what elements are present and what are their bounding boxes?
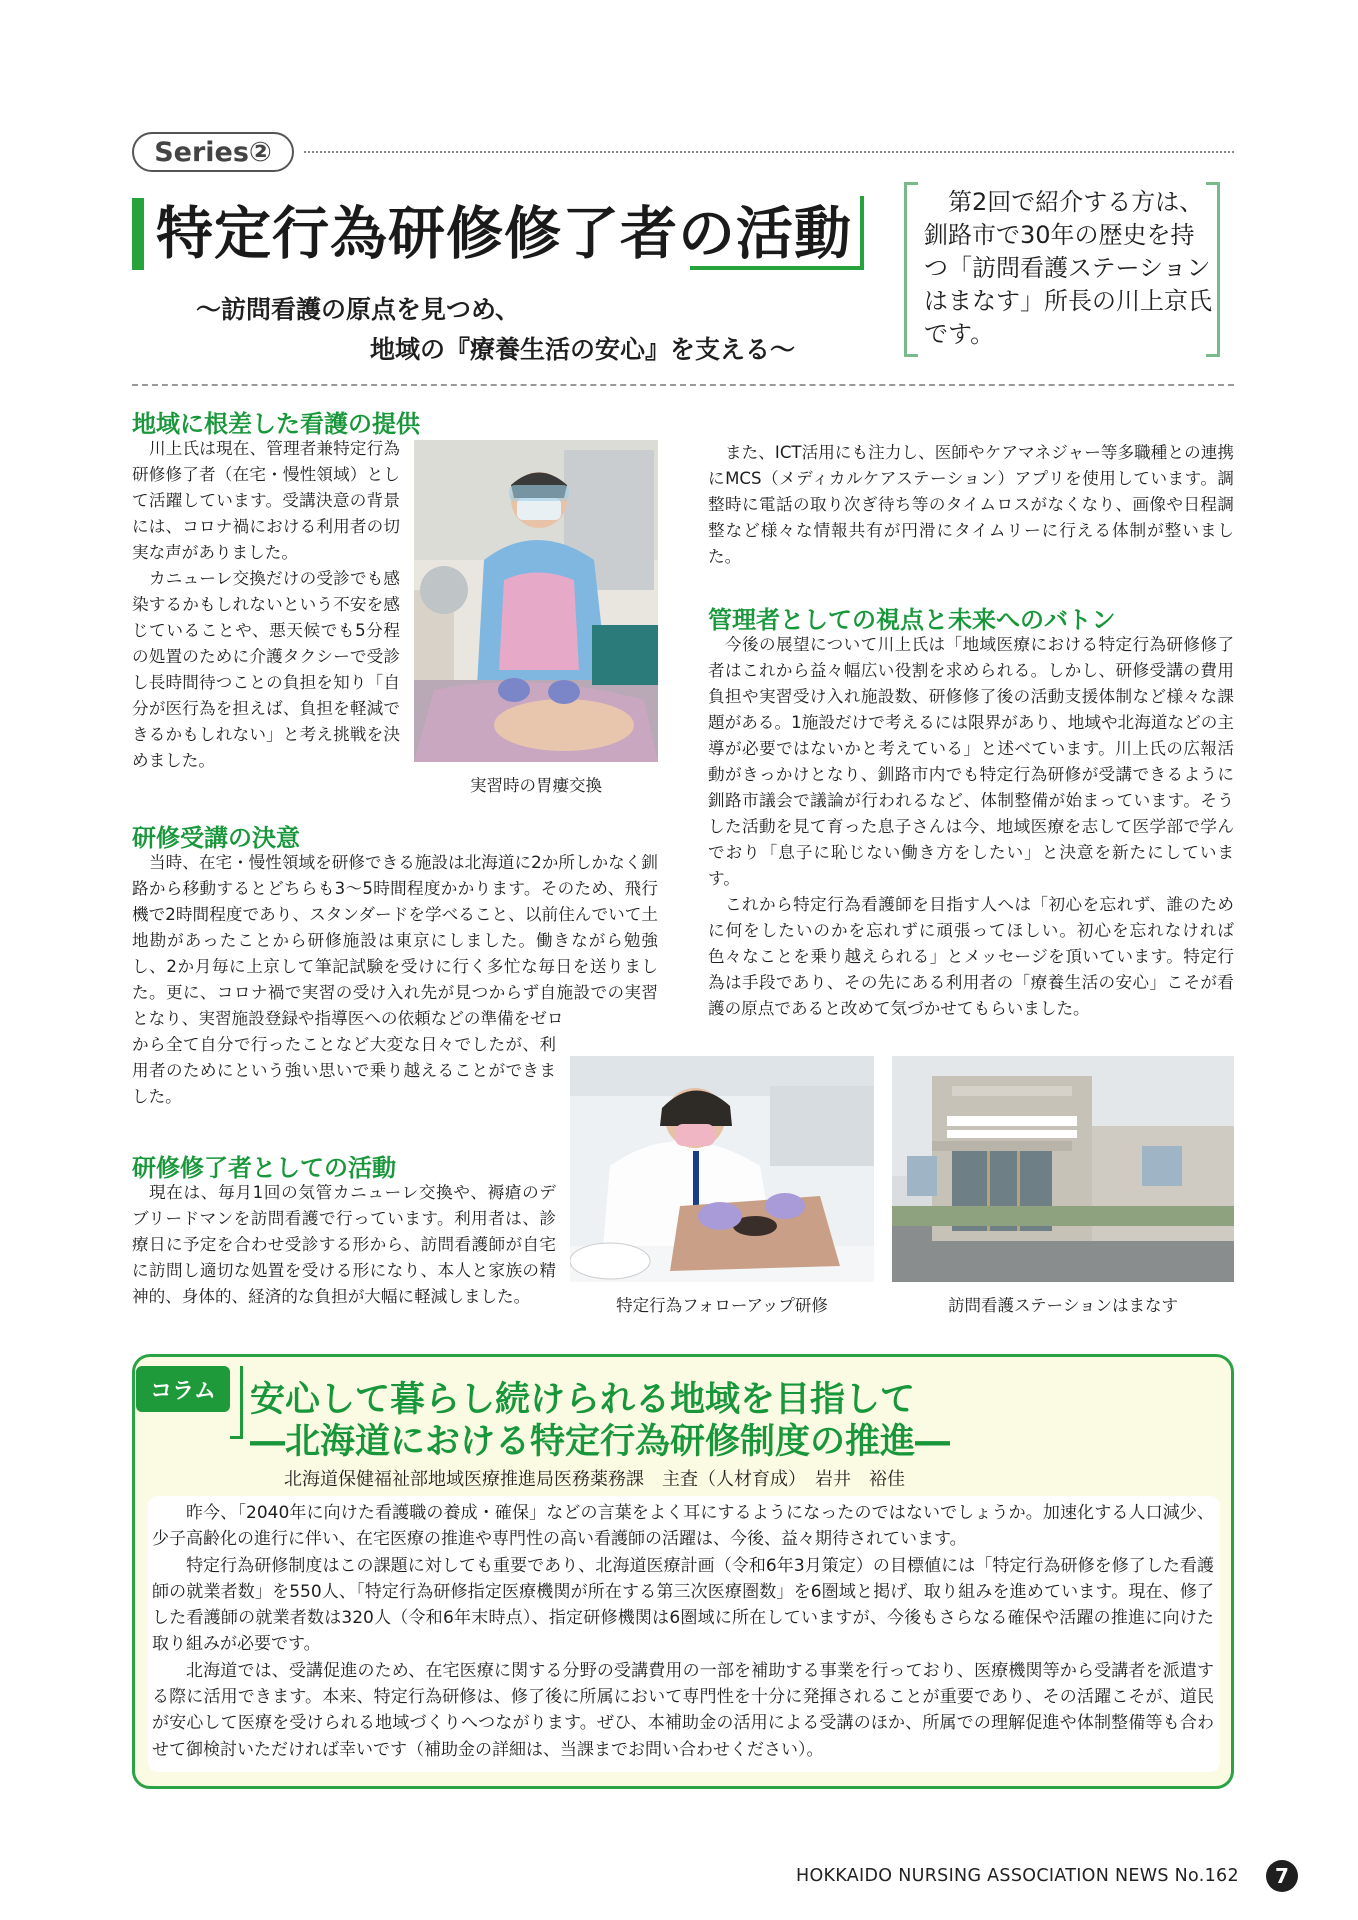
section-text-activity: 現在は、毎月1回の気管カニューレ交換や、褥瘡のデブリードマンを訪問看護で行っています。利用者は、診療日に予定を合わせ受診する形から、訪問看護師が自宅に訪問し適切な処置を受ける形になり、本人と家族の精神的、身体的、経済的な負担が大幅に軽減しました。 bbox=[132, 1183, 556, 1306]
page-title: 特定行為研修修了者の活動 bbox=[156, 201, 852, 267]
photo-gastrostomy-training bbox=[414, 440, 658, 762]
page-number: 7 bbox=[1266, 1860, 1298, 1892]
photo-station-building bbox=[892, 1056, 1234, 1282]
column-text: 昨今、「2040年に向けた看護職の養成・確保」などの言葉をよく耳にするようになったのではないでしょうか。加速化する人口減少、少子高齢化の進行に伴い、在宅医療の推進や専門性の高い看護師の活躍は、今後、益々期待されています。 特定行為研修制度はこの課題に対しても重要であり、北海道医療計画（令和6年3月策定）の目標値には「特定行為研修を修了した看護師の就業者数」を550人、「特定行為研修指定医療機関が所在する第三次医療圏数」を6圏域と掲げ、取り組みを進めています。現在、修了した看護師の就業者数は320人（令和6年末時点）、指定研修機関は6圏域に所在していますが、今後もさらなる確保や活躍の推進に向けた取り組みが必要です。 北海道では、受講促進のため、在宅医療に関する分野の受講費用の一部を補助する事業を行っており、医療機関等から受講者を派遣する際に活用できます。本来、特定行為研修は、修了後に所属において専門性を十分に発揮されることが重要であり、その活躍こそが、道民が安心して医療を受けられる地域づくりへつながります。ぜひ、本補助金の活用による受講のほか、所属での理解促進や体制整備等も合わせて御検討いただければ幸いです（補助金の詳細は、当課までお問い合わせください）。 bbox=[152, 1503, 1214, 1760]
section-text-decision-b: から全て自分で行ったことなど大変な日々でしたが、利用者のためにという強い思いで乗り越えることができました。 bbox=[132, 1035, 556, 1106]
column-author: 北海道保健福祉部地域医療推進局医務薬務課 主査（人材育成） 岩井 裕佳 bbox=[284, 1469, 905, 1490]
intro-box bbox=[904, 182, 1220, 360]
photo-caption-station: 訪問看護ステーションはまなす bbox=[947, 1296, 1178, 1315]
photo-caption-followup: 特定行為フォローアップ研修 bbox=[616, 1296, 828, 1315]
column-title-line2: ―北海道における特定行為研修制度の推進― bbox=[250, 1422, 951, 1462]
intro-text: 第2回で紹介する方は、釧路市で30年の歴史を持つ「訪問看護ステーションはまなす」所長の川上京氏です。 bbox=[924, 188, 1212, 348]
section-text-ict: また、ICT活用にも注力し、医師やケアマネジャー等多職種との連携にMCS（メディカルケアステーション）アプリを使用しています。調整時に電話の取り次ぎ待ち等のタイムロスがなくなり、画像や日程調整など様々な情報共有が円滑にタイムリーに行える体制が整いました。 bbox=[708, 443, 1234, 566]
footer-publication: HOKKAIDO NURSING ASSOCIATION NEWS No.162 bbox=[796, 1866, 1239, 1886]
subtitle-line2: 地域の『療養生活の安心』を支える～ bbox=[370, 335, 796, 364]
photo-caption-gastrostomy: 実習時の胃瘻交換 bbox=[470, 776, 602, 795]
section-heading-activity: 研修修了者としての活動 bbox=[132, 1154, 396, 1182]
column-tag-line bbox=[230, 1366, 243, 1439]
header-separator bbox=[132, 384, 1234, 386]
intro-bracket-left bbox=[904, 182, 918, 357]
section-heading-manager: 管理者としての視点と未来へのバトン bbox=[708, 606, 1116, 634]
section-text-community: 川上氏は現在、管理者兼特定行為研修修了者（在宅・慢性領域）として活躍しています。受講決意の背景には、コロナ禍における利用者の切実な声がありました。 カニューレ交換だけの受診でも感染するかもしれないという不安を感じていることや、悪天候でも5分程の処置のために介護タクシーで受診し長時間待つことの負担を知り「自分が医行為を担えば、負担を軽減できるかもしれない」と考え挑戦を決めました。 bbox=[132, 439, 400, 770]
section-text-decision-a: 当時、在宅・慢性領域を研修できる施設は北海道に2か所しかなく釧路から移動するとどちらも3～5時間程度かかります。そのため、飛行機で2時間程度であり、スタンダードを学べること、以前住んでいて土地勘があったことから研修施設は東京にしました。働きながら勉強し、2か月毎に上京して筆記試験を受けに行く多忙な毎日を送りました。更に、コロナ禍で実習の受け入れ先が見つからず自施設での実習となり、実習施設登録や指導医への依頼などの準備をゼロ bbox=[132, 853, 658, 1028]
title-bracket bbox=[690, 196, 864, 270]
title-accent-bar bbox=[132, 198, 144, 270]
series-badge: Series② bbox=[132, 132, 294, 172]
subtitle-line1: ～訪問看護の原点を見つめ、 bbox=[196, 295, 521, 324]
section-heading-decision: 研修受講の決意 bbox=[132, 824, 300, 852]
photo-followup-training bbox=[570, 1056, 874, 1282]
column-title-line1: 安心して暮らし続けられる地域を目指して bbox=[250, 1380, 916, 1420]
series-divider bbox=[304, 151, 1234, 153]
section-text-manager: 今後の展望について川上氏は「地域医療における特定行為研修修了者はこれから益々幅広い役割を求められる。しかし、研修受講の費用負担や実習受け入れ施設数、研修修了後の活動支援体制など様々な課題がある。1施設だけで考えるには限界があり、地域や北海道などの主導が必要ではないかと考えている」と述べています。川上氏の広報活動がきっかけとなり、釧路市内でも特定行為研修が受講できるように釧路市議会で議論が行われるなど、体制整備が始まっています。そうした活動を見て育った息子さんは今、地域医療を志して医学部で学んでおり「息子に恥じない働き方をしたい」と決意を新たにしています。 これから特定行為看護師を目指す人へは「初心を忘れず、誰のために何をしたいのかを忘れずに頑張ってほしい。初心を忘れなければ色々なことを乗り越えられる」とメッセージを頂いています。特定行為は手段であり、その先にある利用者の「療養生活の安心」こそが看護の原点であると改めて気づかせてもらいました。 bbox=[708, 635, 1234, 1018]
section-heading-community: 地域に根差した看護の提供 bbox=[132, 410, 420, 438]
column-tag: コラム bbox=[136, 1366, 230, 1412]
